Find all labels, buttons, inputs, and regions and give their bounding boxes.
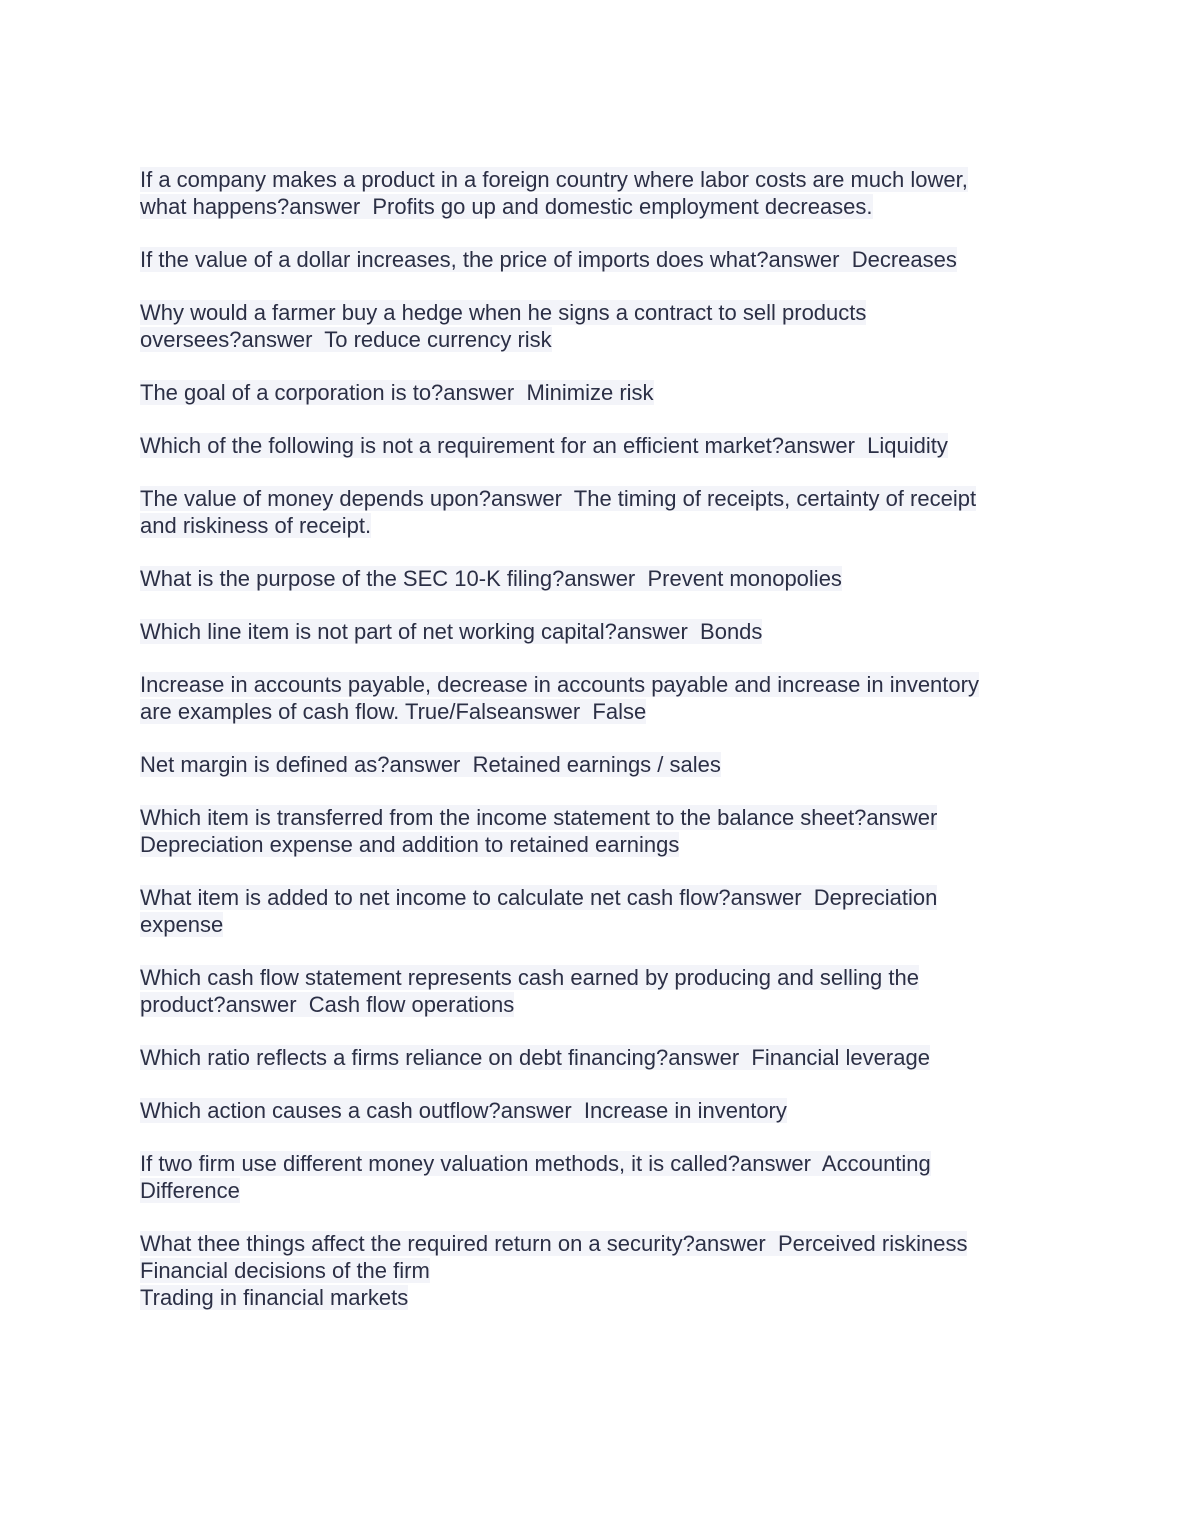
qa-item [140, 671, 1040, 725]
qa-line-text: Depreciation expense and addition to retained earnings [140, 832, 680, 857]
qa-line [140, 698, 1040, 725]
qa-line-text: Net margin is defined as?answer Retained earnings / sales [140, 752, 721, 777]
qa-item [140, 1150, 1040, 1204]
qa-line-text: Which of the following is not a requirement for an efficient market?answer Liquidity [140, 433, 948, 458]
qa-line-text: oversees?answer To reduce currency risk [140, 327, 552, 352]
qa-item [140, 565, 1040, 592]
qa-line-text: Which cash flow statement represents cash earned by producing and selling the [140, 965, 919, 990]
qa-line [140, 911, 1040, 938]
qa-item [140, 299, 1040, 353]
qa-line [140, 751, 1040, 778]
qa-line-text: If the value of a dollar increases, the price of imports does what?answer Decreases [140, 247, 957, 272]
qa-item [140, 1044, 1040, 1071]
qa-line [140, 964, 1040, 991]
qa-line [140, 1257, 1040, 1284]
qa-item [140, 751, 1040, 778]
qa-line [140, 485, 1040, 512]
qa-item [140, 166, 1040, 220]
qa-line-text: are examples of cash flow. True/Falseanswer False [140, 699, 647, 724]
qa-line-text: what happens?answer Profits go up and domestic employment decreases. [140, 194, 873, 219]
qa-item [140, 804, 1040, 858]
qa-item [140, 246, 1040, 273]
qa-line-text: Increase in accounts payable, decrease in accounts payable and increase in inventory [140, 672, 979, 697]
qa-line [140, 991, 1040, 1018]
qa-line [140, 1230, 1040, 1257]
qa-line-text: product?answer Cash flow operations [140, 992, 515, 1017]
qa-line [140, 1284, 1040, 1311]
qa-line [140, 831, 1040, 858]
qa-line-text: Which ratio reflects a firms reliance on debt financing?answer Financial leverage [140, 1045, 930, 1070]
qa-line [140, 618, 1040, 645]
qa-line [140, 1044, 1040, 1071]
qa-line [140, 884, 1040, 911]
qa-line-text: Why would a farmer buy a hedge when he signs a contract to sell products [140, 300, 867, 325]
qa-line [140, 193, 1040, 220]
qa-item [140, 618, 1040, 645]
qa-line-text: Trading in financial markets [140, 1285, 409, 1310]
qa-list [140, 166, 1040, 1337]
qa-line-text: What thee things affect the required return on a security?answer Perceived riskiness [140, 1231, 968, 1256]
qa-line [140, 804, 1040, 831]
qa-item [140, 884, 1040, 938]
qa-line [140, 671, 1040, 698]
qa-line [140, 326, 1040, 353]
qa-line-text: The goal of a corporation is to?answer Minimize risk [140, 380, 654, 405]
qa-line-text: Which line item is not part of net working capital?answer Bonds [140, 619, 763, 644]
qa-line [140, 512, 1040, 539]
qa-line-text: expense [140, 912, 224, 937]
qa-line-text: What item is added to net income to calculate net cash flow?answer Depreciation [140, 885, 938, 910]
qa-line-text: The value of money depends upon?answer The timing of receipts, certainty of receipt [140, 486, 977, 511]
qa-line-text: Which action causes a cash outflow?answer Increase in inventory [140, 1098, 787, 1123]
qa-line-text: and riskiness of receipt. [140, 513, 372, 538]
qa-line [140, 1177, 1040, 1204]
qa-item [140, 485, 1040, 539]
qa-line [140, 379, 1040, 406]
qa-line [140, 432, 1040, 459]
qa-line-text: Which item is transferred from the income statement to the balance sheet?answer [140, 805, 938, 830]
qa-item [140, 379, 1040, 406]
qa-line [140, 565, 1040, 592]
qa-item [140, 432, 1040, 459]
qa-line-text: What is the purpose of the SEC 10-K filing?answer Prevent monopolies [140, 566, 842, 591]
qa-line [140, 299, 1040, 326]
qa-line [140, 166, 1040, 193]
qa-line-text: If a company makes a product in a foreign country where labor costs are much lower, [140, 167, 968, 192]
qa-item [140, 1230, 1040, 1311]
qa-line-text: Difference [140, 1178, 240, 1203]
qa-item [140, 964, 1040, 1018]
qa-line [140, 1097, 1040, 1124]
qa-line [140, 1150, 1040, 1177]
qa-line [140, 246, 1040, 273]
qa-item [140, 1097, 1040, 1124]
qa-line-text: Financial decisions of the firm [140, 1258, 430, 1283]
qa-line-text: If two firm use different money valuation methods, it is called?answer Accounting [140, 1151, 931, 1176]
